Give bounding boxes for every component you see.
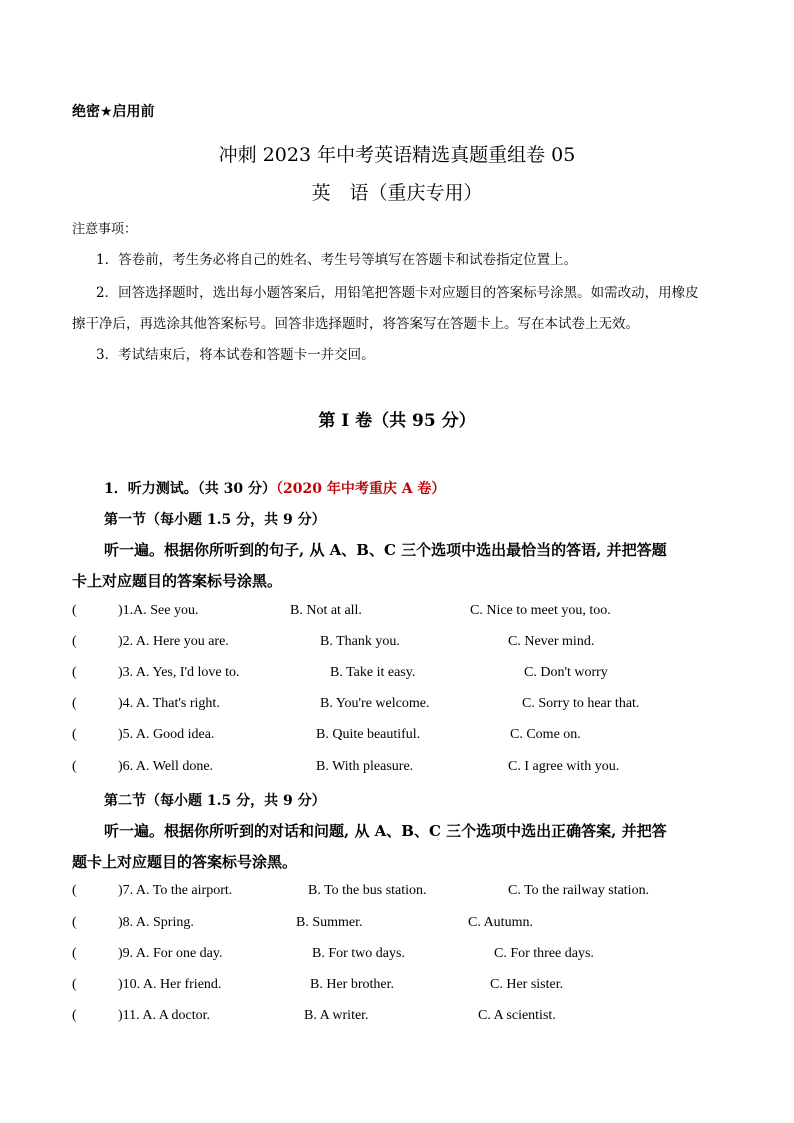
section-2-instruction: 听一遍。根据你所听到的对话和问题, 从 A、B、C 三个选项中选出正确答案, 并把答 — [104, 822, 667, 840]
question-row — [72, 727, 722, 747]
note-2: 2．回答选择题时，选出每小题答案后，用铅笔把答题卡对应题目的答案标号涂黑。如需改动，用橡皮 — [96, 285, 699, 301]
question-1-source: （2020 年中考重庆 A 卷） — [275, 481, 446, 497]
option-b: B. For two days. — [312, 946, 405, 961]
question-row — [72, 759, 722, 779]
option-b: B. To the bus station. — [308, 883, 427, 898]
answer-blank: ( — [72, 915, 77, 930]
note-1: 1．答卷前，考生务必将自己的姓名、考生号等填写在答题卡和试卷指定位置上。 — [96, 252, 578, 268]
exam-title: 冲刺 2023 年中考英语精选真题重组卷 05 — [218, 144, 576, 166]
question-row — [72, 946, 722, 966]
option-a: )11. A. A doctor. — [118, 1008, 211, 1023]
option-c: C. Autumn. — [468, 915, 533, 930]
option-a: )2. A. Here you are. — [118, 634, 229, 649]
confidential-mark: 绝密★启用前 — [72, 104, 155, 120]
note-3: 3．考试结束后，将本试卷和答题卡一并交回。 — [96, 347, 375, 363]
note-2-continued: 擦干净后，再选涂其他答案标号。回答非选择题时，将答案写在答题卡上。写在本试卷上无效。 — [72, 316, 639, 332]
exam-subtitle: 英 语（重庆专用） — [311, 182, 483, 204]
section-1-heading: 第一节（每小题 1.5 分，共 9 分） — [104, 512, 326, 528]
option-c: C. Come on. — [510, 727, 581, 742]
option-a: )4. A. That's right. — [118, 696, 220, 711]
option-b: B. Not at all. — [290, 603, 362, 618]
section-1-instruction: 听一遍。根据你所听到的句子, 从 A、B、C 三个选项中选出最恰当的答语, 并把答题 — [104, 541, 667, 559]
option-c: C. Never mind. — [508, 634, 595, 649]
part-heading: 第 I 卷（共 95 分） — [318, 411, 476, 431]
option-c: C. Nice to meet you, too. — [470, 603, 611, 618]
option-a: )8. A. Spring. — [118, 915, 194, 930]
option-a: )10. A. Her friend. — [118, 977, 222, 992]
option-a: )1.A. See you. — [118, 603, 199, 618]
option-c: C. I agree with you. — [508, 759, 620, 774]
section-2-instruction-continued: 题卡上对应题目的答案标号涂黑。 — [72, 853, 298, 871]
answer-blank: ( — [72, 759, 77, 774]
question-row — [72, 634, 722, 654]
question-row — [72, 883, 722, 903]
question-row — [72, 915, 722, 935]
option-a: )6. A. Well done. — [118, 759, 214, 774]
answer-blank: ( — [72, 946, 77, 961]
notes-heading: 注意事项： — [72, 222, 138, 237]
option-b: B. A writer. — [304, 1008, 369, 1023]
answer-blank: ( — [72, 603, 77, 618]
option-c: C. To the railway station. — [508, 883, 650, 898]
option-c: C. Sorry to hear that. — [522, 696, 640, 711]
answer-blank: ( — [72, 665, 77, 680]
option-b: B. Her brother. — [310, 977, 394, 992]
section-2-heading: 第二节（每小题 1.5 分，共 9 分） — [104, 793, 326, 809]
option-c: C. A scientist. — [478, 1008, 556, 1023]
option-b: B. Summer. — [296, 915, 363, 930]
option-a: )5. A. Good idea. — [118, 727, 215, 742]
option-b: B. With pleasure. — [316, 759, 414, 774]
option-b: B. You're welcome. — [320, 696, 430, 711]
question-row — [72, 1008, 722, 1028]
answer-blank: ( — [72, 977, 77, 992]
question-row — [72, 977, 722, 997]
answer-blank: ( — [72, 696, 77, 711]
option-b: B. Thank you. — [320, 634, 400, 649]
option-a: )7. A. To the airport. — [118, 883, 233, 898]
option-a: )3. A. Yes, I'd love to. — [118, 665, 240, 680]
option-b: B. Take it easy. — [330, 665, 416, 680]
question-1-heading — [104, 478, 445, 498]
section-1-instruction-continued: 卡上对应题目的答案标号涂黑。 — [72, 572, 283, 590]
option-c: C. For three days. — [494, 946, 594, 961]
answer-blank: ( — [72, 1008, 77, 1023]
option-c: C. Don't worry — [524, 665, 608, 680]
option-c: C. Her sister. — [490, 977, 564, 992]
answer-blank: ( — [72, 634, 77, 649]
question-row — [72, 665, 722, 685]
answer-blank: ( — [72, 727, 77, 742]
answer-blank: ( — [72, 883, 77, 898]
question-1-label: 1．听力测试。（共 30 分） — [104, 481, 276, 497]
question-row — [72, 696, 722, 716]
option-a: )9. A. For one day. — [118, 946, 223, 961]
option-b: B. Quite beautiful. — [316, 727, 421, 742]
question-row — [72, 603, 722, 623]
